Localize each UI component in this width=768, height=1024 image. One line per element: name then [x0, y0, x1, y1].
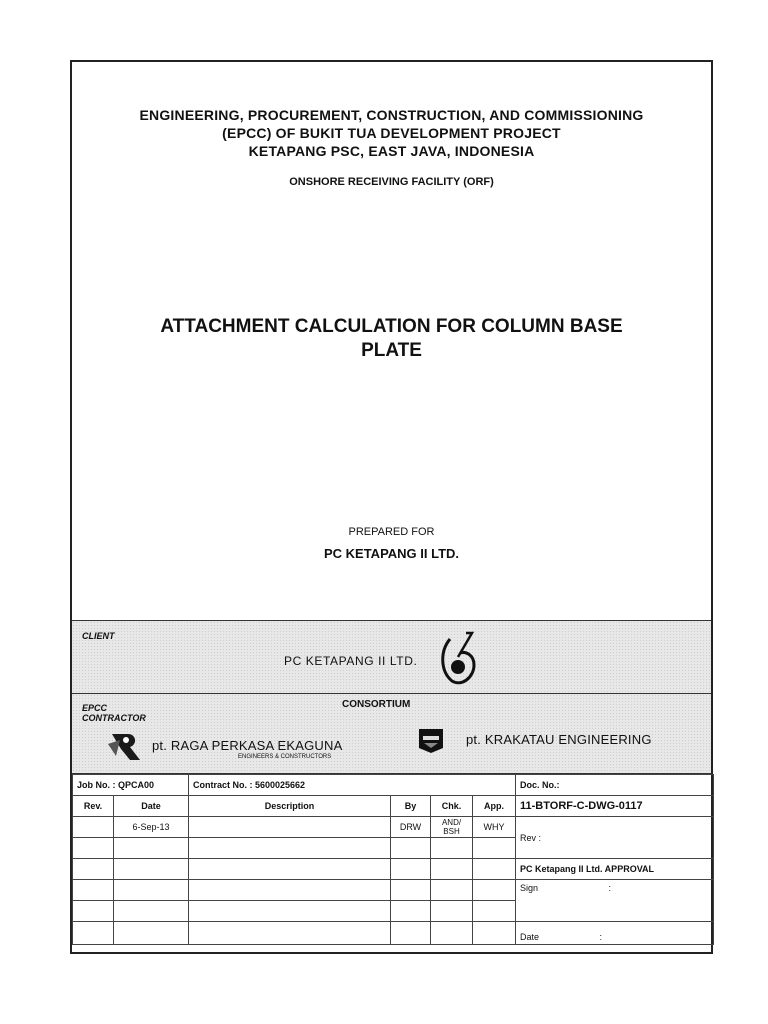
table-header-row — [73, 796, 714, 817]
col-by: By — [391, 796, 431, 817]
project-title-line-2: (EPCC) OF BUKIT TUA DEVELOPMENT PROJECT — [222, 125, 561, 141]
contractor-label: CONTRACTOR — [82, 713, 146, 723]
petronas-logo-icon — [436, 631, 480, 687]
col-rev: Rev. — [73, 796, 114, 817]
rev-label: Rev : — [516, 817, 714, 859]
client-label: CLIENT — [82, 631, 115, 641]
approval-label: PC Ketapang II Ltd. APPROVAL — [516, 859, 714, 880]
sign-cell — [516, 880, 714, 922]
raga-perkasa-name: pt. RAGA PERKASA EKAGUNA — [152, 738, 343, 753]
table-row — [73, 859, 714, 880]
raga-perkasa-subtitle: ENGINEERS & CONSTRUCTORS — [238, 754, 332, 760]
col-chk: Chk. — [431, 796, 473, 817]
col-app: App. — [473, 796, 516, 817]
table-row — [73, 817, 714, 838]
date-colon: : — [599, 932, 603, 942]
raga-perkasa-logo-icon — [106, 730, 148, 764]
job-number: Job No. : QPCA00 — [73, 775, 189, 796]
project-title-line-1: ENGINEERING, PROCUREMENT, CONSTRUCTION, AND COMMISSIONING — [139, 107, 644, 123]
date-cell — [516, 922, 714, 945]
consortium-label: CONSORTIUM — [342, 699, 411, 710]
sign-label: Sign — [520, 883, 539, 893]
epcc-label: EPCC — [82, 703, 108, 713]
sign-colon: : — [608, 883, 612, 893]
doc-no-label: Doc. No.: — [516, 775, 714, 796]
document-title-line-1: ATTACHMENT CALCULATION FOR COLUMN BASE — [160, 316, 623, 337]
doc-number: 11-BTORF-C-DWG-0117 — [516, 796, 714, 817]
krakatau-name: pt. KRAKATAU ENGINEERING — [466, 732, 652, 747]
client-name: PC KETAPANG II LTD. — [284, 654, 418, 668]
document-title-line-2: PLATE — [361, 340, 422, 361]
contract-number: Contract No. : 5600025662 — [189, 775, 516, 796]
table-row — [73, 775, 714, 796]
table-row — [73, 880, 714, 901]
table-row — [73, 922, 714, 945]
row1-date: 6-Sep-13 — [114, 817, 189, 838]
prepared-for-label: PREPARED FOR — [348, 526, 435, 538]
prepared-for-company: PC KETAPANG II LTD. — [323, 546, 460, 561]
krakatau-logo-icon — [418, 728, 444, 754]
client-box — [72, 620, 711, 694]
row1-app: WHY — [473, 817, 516, 838]
document-sheet — [70, 60, 713, 954]
facility-title: ONSHORE RECEIVING FACILITY (ORF) — [289, 176, 494, 188]
col-date: Date — [114, 796, 189, 817]
row1-by: DRW — [391, 817, 431, 838]
revision-table — [72, 774, 714, 945]
date-label: Date — [520, 932, 540, 942]
row1-chk: AND/ BSH — [431, 817, 473, 838]
project-title-line-3: KETAPANG PSC, EAST JAVA, INDONESIA — [248, 143, 535, 159]
epcc-contractor-box — [72, 694, 711, 774]
col-description: Description — [189, 796, 391, 817]
